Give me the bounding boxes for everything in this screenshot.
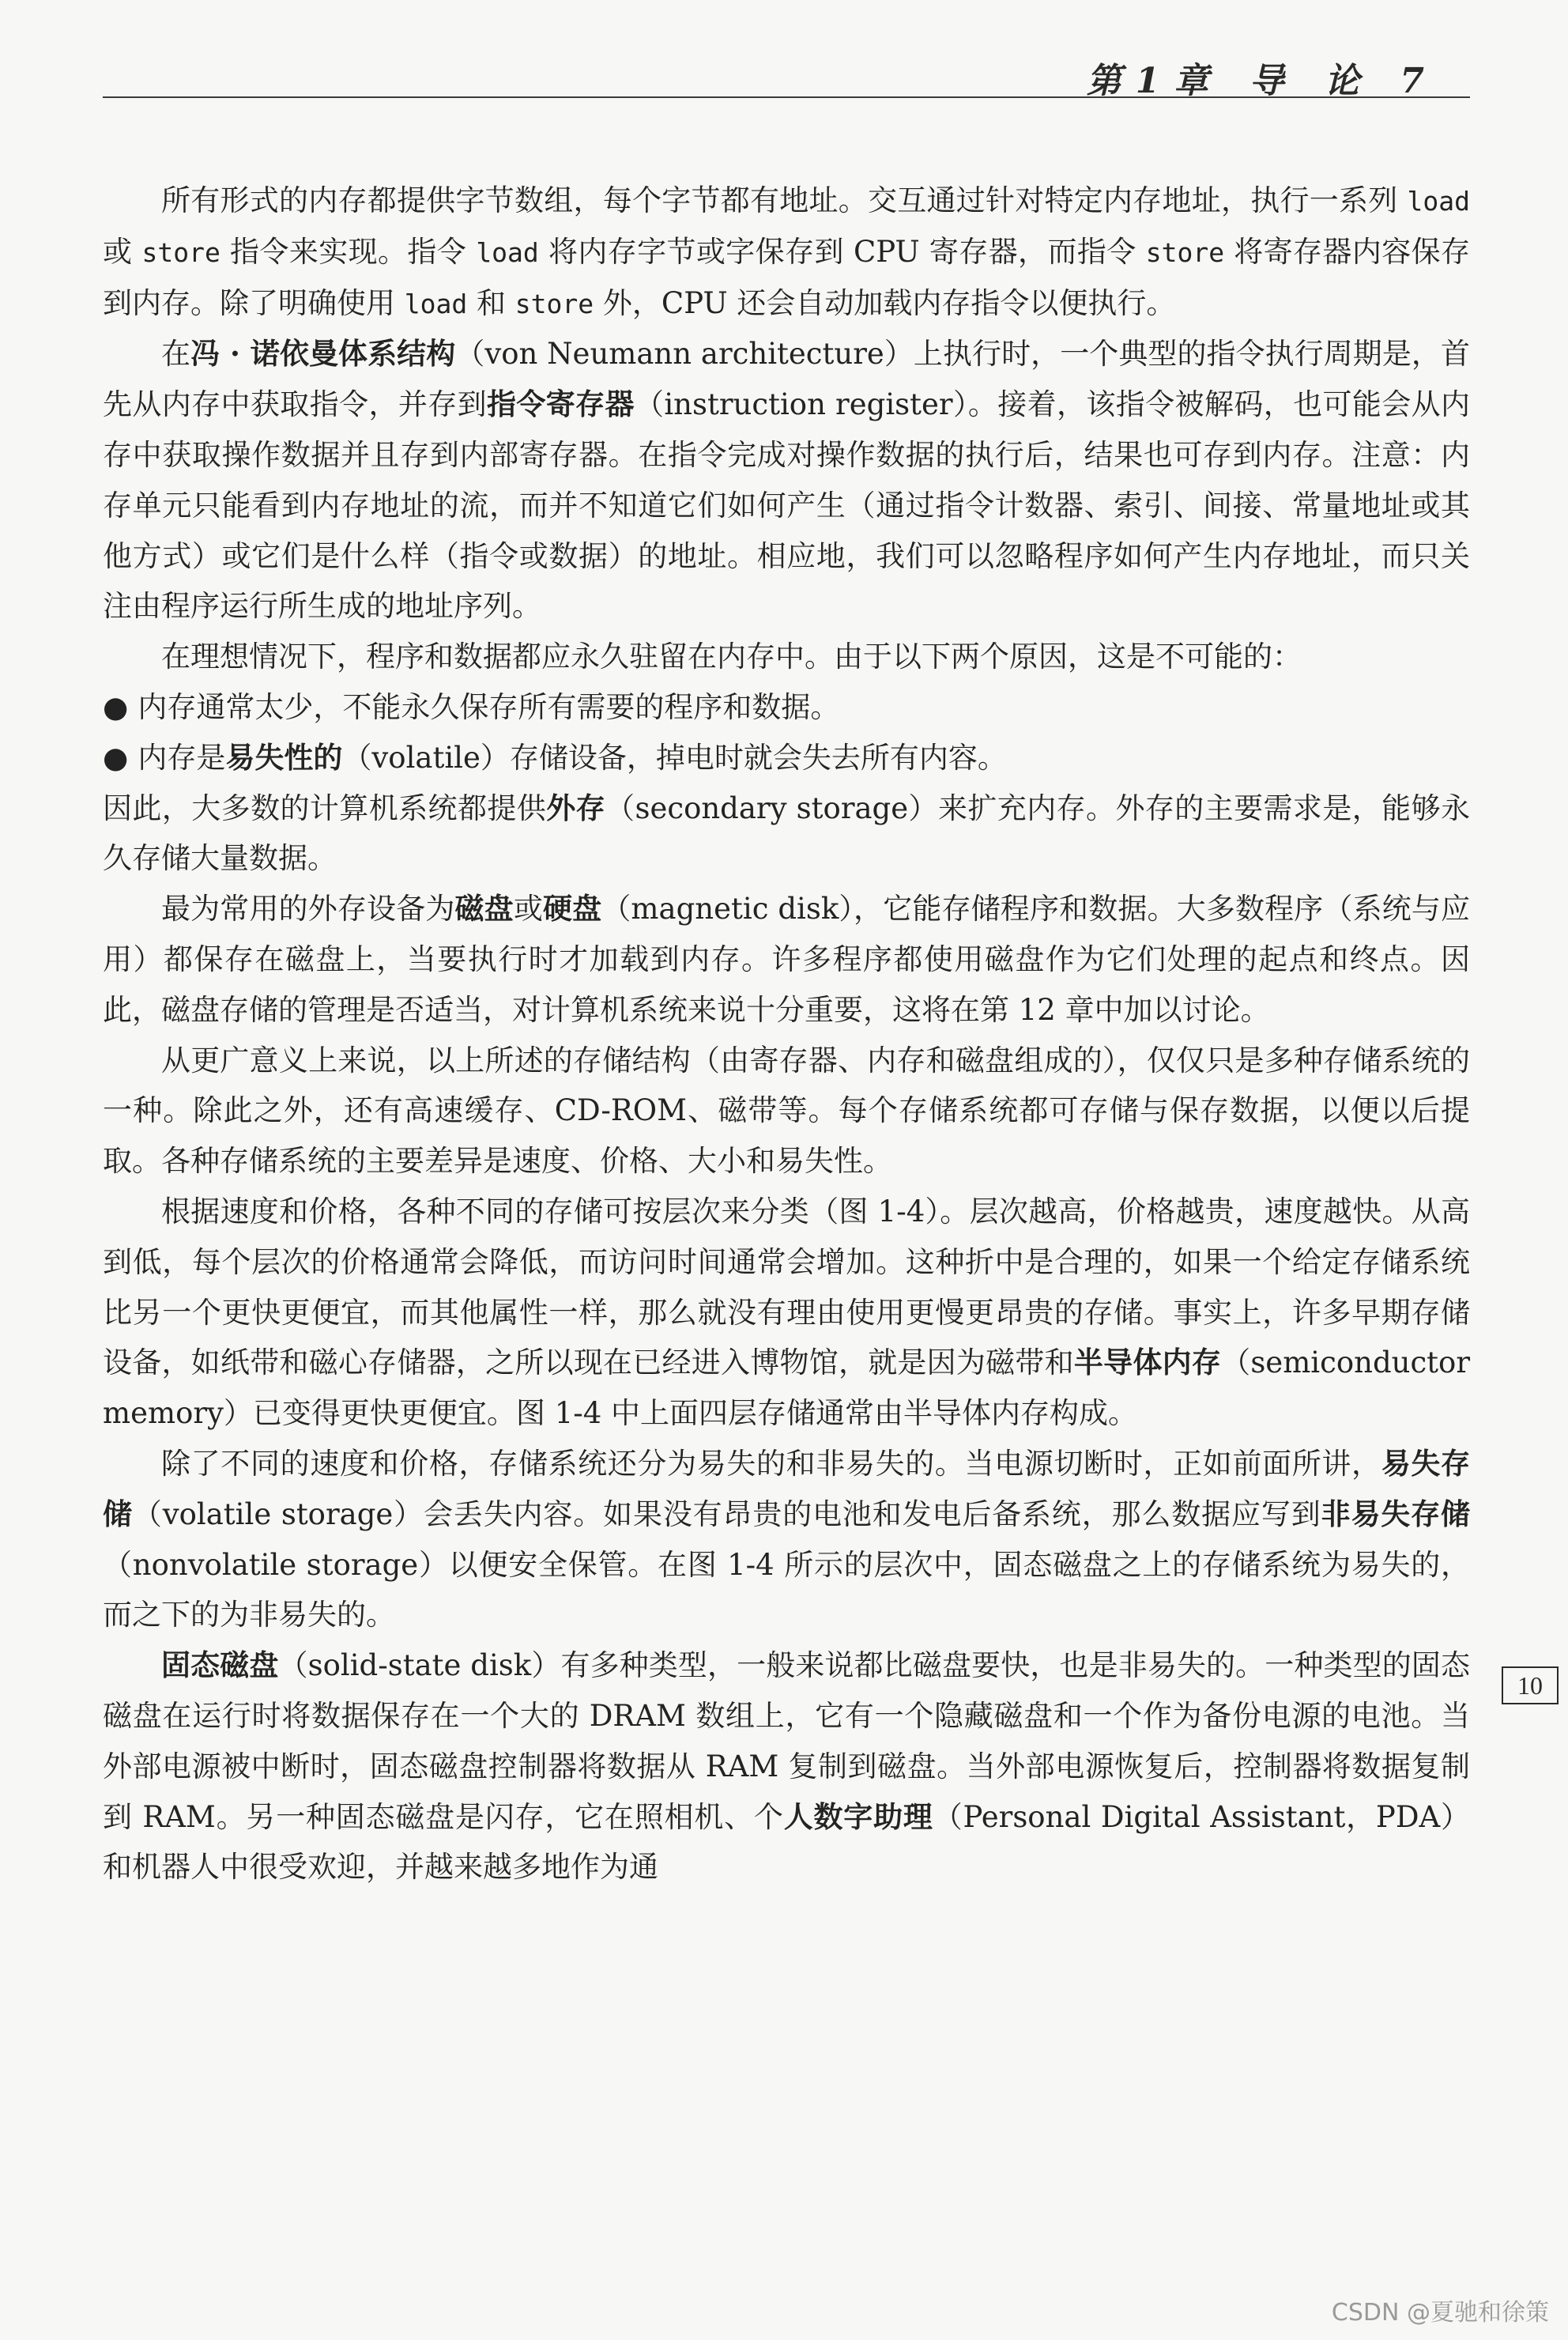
text-run: 内存通常太少，不能永久保存所有需要的程序和数据。	[138, 689, 840, 724]
watermark: CSDN @夏驰和徐策	[1331, 2299, 1549, 2327]
code-term: load	[1407, 186, 1470, 217]
text-run: （secondary storage）来扩充内存。外存的主要需求是，能够永久存储大量数据。	[103, 791, 1470, 876]
paragraph	[103, 632, 1470, 682]
paragraph	[103, 329, 1470, 632]
text-run: 将内存字节或字保存到 CPU 寄存器，而指令	[538, 234, 1146, 269]
term-bold: 固态磁盘	[161, 1647, 279, 1683]
page-body	[103, 176, 1470, 1893]
paragraph	[103, 1640, 1470, 1893]
running-head-title: 第1章 导 论 7	[1086, 61, 1438, 101]
page-header	[103, 46, 1470, 101]
code-term: load	[404, 288, 468, 319]
paragraph	[103, 1036, 1470, 1187]
bullet-item	[103, 733, 1470, 783]
text-run: 或	[513, 892, 543, 927]
text-run: 将寄存器内容保存到内存。除了明确使用	[103, 234, 1470, 320]
bullet-dot-icon: ●	[103, 740, 129, 775]
margin-page-ref: 10	[1502, 1666, 1559, 1704]
text-run: （von Neumann architecture）上执行时，一个典型的指令执行周期是，首先从内存中获取指令，并存到	[103, 337, 1470, 422]
paragraph	[103, 783, 1470, 885]
text-run: 因此，大多数的计算机系统都提供	[103, 791, 547, 825]
text-run: 指令来实现。指令	[220, 234, 477, 269]
bullet-item	[103, 682, 1470, 733]
text-run: （solid-state disk）有多种类型，一般来说都比磁盘要快，也是非易失的。一种类型的固态磁盘在运行时将数据保存在一个大的 DRAM 数组上，它有一个隐藏磁盘和一个作为备份电源的电池。当外部电源被中断时，固态磁盘控制器将数据从 RAM 复制到磁盘。当外部电源恢复后，控制器将数据复制到 RAM。另一种固态磁盘是闪存，它在照相机、个	[103, 1648, 1471, 1834]
code-term: store	[514, 288, 594, 319]
term-bold: 半导体内存	[1073, 1345, 1222, 1380]
text-run: 和	[467, 285, 515, 320]
bullet-dot-icon: ●	[103, 689, 129, 724]
term-bold: 人数字助理	[783, 1798, 933, 1834]
text-run: （Personal Digital Assistant，PDA）和机器人中很受欢迎，并越来越多地作为通	[103, 1799, 1471, 1885]
text-run: （nonvolatile storage）以便安全保管。在图 1-4 所示的层次中，固态磁盘之上的存储系统为易失的，而之下的为非易失的。	[103, 1547, 1470, 1632]
text-run: 根据速度和价格，各种不同的存储可按层次来分类（图 1-4）。层次越高，价格越贵，速度越快。从高到低，每个层次的价格通常会降低，而访问时间通常会增加。这种折中是合理的，如果一个给定存储系统比另一个更快更便宜，而其他属性一样，那么就没有理由使用更慢更昂贵的存储。事实上，许多早期存储设备，如纸带和磁心存储器，之所以现在已经进入博物馆，就是因为磁带和	[103, 1194, 1470, 1380]
text-run: （magnetic disk），它能存储程序和数据。大多数程序（系统与应用）都保存在磁盘上，当要执行时才加载到内存。许多程序都使用磁盘作为它们处理的起点和终点。因此，磁盘存储的管理是否适当，对计算机系统来说十分重要，这将在第 12 章中加以讨论。	[103, 892, 1471, 1027]
paragraph	[103, 1187, 1470, 1439]
term-bold: 易失性的	[225, 739, 343, 775]
code-term: load	[476, 236, 539, 268]
text-run: （semiconductor memory）已变得更快更便宜。图 1-4 中上面四层存储通常由半导体内存构成。	[103, 1346, 1471, 1431]
text-run: （volatile storage）会丢失内容。如果没有昂贵的电池和发电后备系统，那么数据应写到	[132, 1496, 1321, 1531]
code-term: store	[141, 236, 220, 268]
term-bold: 易失存储	[103, 1445, 1471, 1531]
paragraph	[103, 1439, 1470, 1640]
text-run: 或	[103, 234, 142, 269]
paragraph	[103, 884, 1470, 1035]
text-run: 最为常用的外存设备为	[161, 892, 455, 927]
text-run: （instruction register）。接着，该指令被解码，也可能会从内存中获取操作数据并且存到内部寄存器。在指令完成对操作数据的执行后，结果也可存到内存。注意：内存单元只能看到内存地址的流，而并不知道它们如何产生（通过指令计数器、索引、间接、常量地址或其他方式）或它们是什么样（指令或数据）的地址。相应地，我们可以忽略程序如何产生内存地址，而只关注由程序运行所生成的地址序列。	[103, 387, 1471, 624]
text-run: 在理想情况下，程序和数据都应永久驻留在内存中。由于以下两个原因，这是不可能的：	[161, 640, 1302, 674]
text-run: 外，CPU 还会自动加载内存指令以便执行。	[594, 285, 1176, 320]
text-run: （volatile）存储设备，掉电时就会失去所有内容。	[342, 740, 1007, 775]
paragraph	[103, 176, 1470, 329]
term-bold: 硬盘	[542, 891, 602, 927]
term-bold: 磁盘	[454, 891, 514, 927]
code-term: store	[1145, 236, 1225, 268]
text-run: 在	[161, 337, 191, 372]
term-bold: 冯 · 诺依曼体系结构	[190, 336, 456, 372]
term-bold: 指令寄存器	[487, 387, 635, 422]
term-bold: 非易失存储	[1321, 1496, 1471, 1531]
text-run: 从更广意义上来说，以上所述的存储结构（由寄存器、内存和磁盘组成的），仅仅只是多种存储系统的一种。除此之外，还有高速缓存、CD-ROM、磁带等。每个存储系统都可存储与保存数据，以便以后提取。各种存储系统的主要差异是速度、价格、大小和易失性。	[103, 1043, 1470, 1179]
text-run: 除了不同的速度和价格，存储系统还分为易失的和非易失的。当电源切断时，正如前面所讲，	[161, 1446, 1381, 1481]
text-run: 所有形式的内存都提供字节数组，每个字节都有地址。交互通过针对特定内存地址，执行一系列	[161, 183, 1408, 217]
text-run: 内存是	[138, 740, 226, 775]
term-bold: 外存	[546, 790, 606, 825]
